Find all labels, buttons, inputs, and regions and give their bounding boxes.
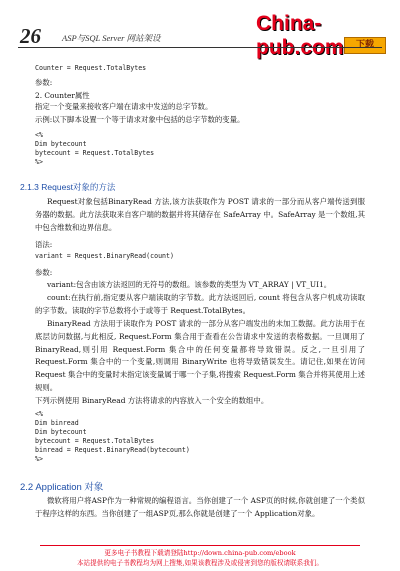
code-counter: Counter = Request.TotalBytes <box>35 64 147 72</box>
section-heading-2-2: 2.2 Application 对象 <box>20 482 104 493</box>
book-title: ASP与SQL Server 网站架设 <box>62 33 161 43</box>
section-heading-2-1-3: 2.1.3 Request对象的方法 <box>20 182 116 192</box>
page-number: 26 <box>20 24 41 48</box>
syntax-label: 语法: <box>35 240 53 249</box>
paragraph: count:在执行前,指定要从客户端读取的字节数。此方法返回后, count 将包含从客户机成功读取的字节数。读取的字节总数将小于或等于 Request.TotalBytes。 <box>35 293 365 315</box>
code-line: bytecount = Request.TotalBytes <box>35 437 155 445</box>
params-label-2: 参数: <box>35 268 53 277</box>
footer-rule <box>40 545 360 546</box>
footer-notice: 本站提供的电子书教程均为网上搜集,如果该教程涉及或侵害到您的版权请联系我们。 <box>76 559 324 567</box>
code-line: Dim bytecount <box>35 140 87 148</box>
paragraph: Request对象包括BinaryRead 方法,该方法获取作为 POST 请求的一部分而从客户端传送到服务器的数据。此方法获取来自客户端的数据并将其储存在 SafeArray 中。SafeArray 是一个数组,其中包含维数和边界信息。 <box>35 197 365 232</box>
paragraph: BinaryRead 方法用于读取作为 POST 请求的一部分从客户端发出的未加工数据。此方法用于在底层访问数据,与此相反, Request.Form 集合用于查看在公告请求中发送的表格数据。一旦调用了 BinaryRead,则引用 Request.Form 集合中的任何变量都将导致错误。反之,一旦引用了 Request.Form 集合中的一个变量,则调用 BinaryWrite 也将导致错误发生。请记住,如果在访问 Request 集合中的变量时未指定该变量属于哪一个子集,将搜索 Request.Form 集合并将其使用上述规则。 <box>35 319 365 392</box>
china-pub-logo[interactable]: China-pub.com <box>256 12 344 59</box>
counter-attribute: 2. Counter属性 <box>35 91 90 100</box>
binaryread-explanation <box>35 318 365 395</box>
download-button[interactable]: 下载 <box>344 37 386 54</box>
code-line: binread = Request.BinaryRead(bytecount) <box>35 446 190 454</box>
header-rule <box>18 47 382 48</box>
footer-download-link[interactable]: 更多电子书教程下载请登陆http://down.china-pub.com/ebook <box>104 549 296 557</box>
code-line: <% <box>35 410 43 418</box>
params-label-1: 参数: <box>35 78 53 87</box>
code-line: Dim binread <box>35 419 79 427</box>
paragraph: 微软将用户将ASP作为一种常规的编程语言。当你创建了一个 ASP页的时候,你就创建了一个类似于程序这样的东西。当你创建了一组ASP页,那么你就是创建了一个 Application对象。 <box>35 496 365 518</box>
paragraph: variant:包含由该方法返回的无符号的数组。该参数的类型为 VT_ARRAY | VT_UI1。 <box>47 280 332 289</box>
binaryread-intro <box>35 196 365 234</box>
code-line: %> <box>35 158 43 166</box>
code-line: Dim bytecount <box>35 428 87 436</box>
code-line: <% <box>35 131 43 139</box>
code-line: %> <box>35 455 43 463</box>
application-intro <box>35 495 365 521</box>
code-line: bytecount = Request.TotalBytes <box>35 149 155 157</box>
code-binaryread: variant = Request.BinaryRead(count) <box>35 252 174 260</box>
count-description <box>35 292 365 318</box>
counter-description: 指定一个变量来接收客户端在请求中发送的总字节数。 <box>35 102 213 111</box>
variant-description <box>35 279 365 292</box>
example-2: 下列示例使用 BinaryRead 方法将请求的内容放入一个安全的数组中。 <box>35 396 269 405</box>
example-1: 示例:以下脚本设置一个等于请求对象中包括的总字节数的变量。 <box>35 115 245 124</box>
